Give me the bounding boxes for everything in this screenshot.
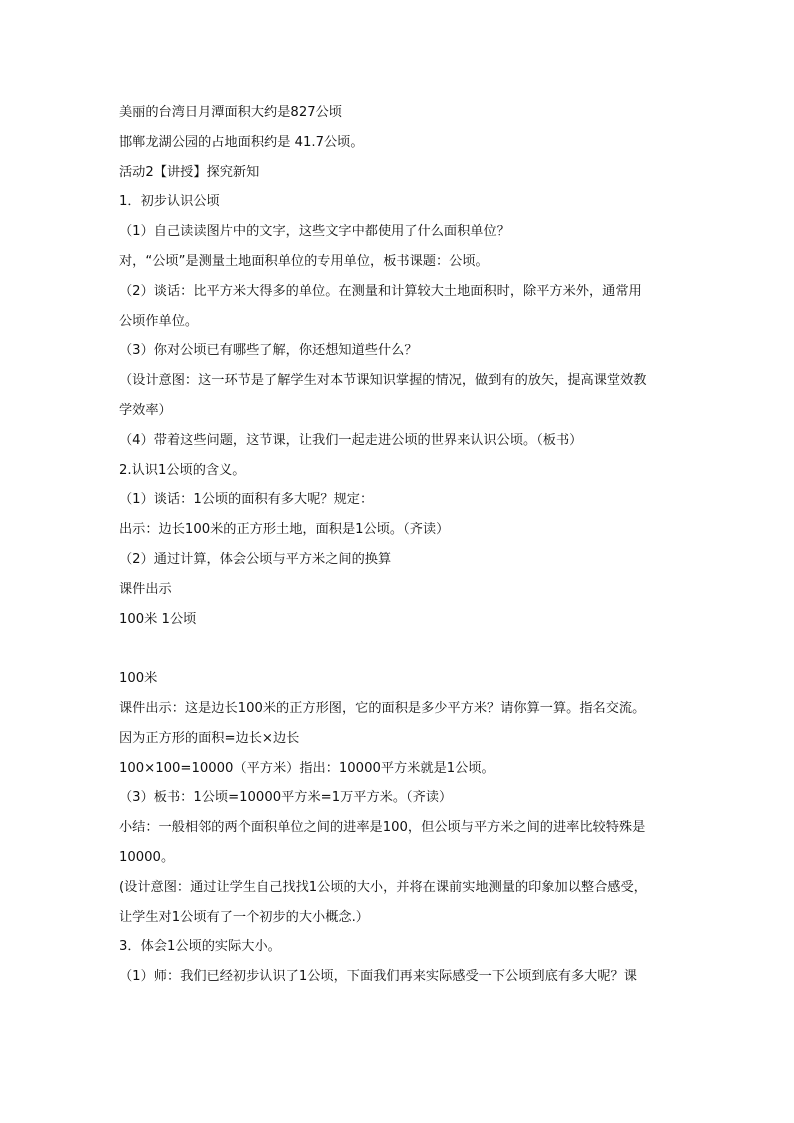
paragraph-line: （3）你对公顷已有哪些了解，你还想知道些什么？	[119, 343, 418, 359]
paragraph-line: （3）板书：1公顷=10000平方米=1万平方米。（齐读）	[119, 790, 453, 806]
paragraph-line: 小结：一般相邻的两个面积单位之间的进率是100，但公顷与平方米之间的进率比较特殊是	[119, 820, 646, 836]
document-body	[119, 98, 679, 992]
paragraph-line: 因为正方形的面积=边长×边长	[119, 730, 300, 746]
paragraph-line: 出示：边长100米的正方形土地，面积是1公顷。（齐读）	[119, 522, 450, 538]
paragraph-line: 课件出示	[119, 581, 172, 597]
blank-line	[119, 634, 679, 664]
paragraph-line: 美丽的台湾日月潭面积大约是827公顷	[119, 105, 342, 120]
paragraph-line: 公顷作单位。	[119, 313, 199, 329]
paragraph-line: 学效率）	[119, 402, 172, 418]
paragraph-line: （1）师：我们已经初步认识了1公顷，下面我们再来实际感受一下公顷到底有多大呢？课	[119, 969, 637, 985]
paragraph-line: (设计意图：通过让学生自己找找1公顷的大小，并将在课前实地测量的印象加以整合感受，	[119, 879, 647, 895]
paragraph-line: （2）通过计算，体会公顷与平方米之间的换算	[119, 551, 392, 567]
paragraph-line: 课件出示：这是边长100米的正方形图，它的面积是多少平方米？请你算一算。指名交流。	[119, 700, 646, 716]
section-heading: 3．体会1公顷的实际大小。	[119, 939, 281, 955]
paragraph-line: （1）谈话：1公顷的面积有多大呢？规定：	[119, 492, 374, 508]
paragraph-line: 10000。	[119, 849, 175, 865]
paragraph-line: 对，“公顷”是测量土地面积单位的专用单位，板书课题：公顷。	[119, 253, 489, 269]
section-heading: 2.认识1公顷的含义。	[119, 462, 246, 478]
paragraph-line: （1）自己读读图片中的文字，这些文字中都使用了什么面积单位？	[119, 224, 510, 240]
paragraph-line: 100×100=10000（平方米）指出：10000平方米就是1公顷。	[119, 760, 495, 776]
paragraph-line: （4）带着这些问题，这节课，让我们一起走进公顷的世界来认识公顷。（板书）	[119, 432, 583, 448]
section-heading: 活动2【讲授】探究新知	[119, 164, 260, 180]
paragraph-line: （2）谈话：比平方米大得多的单位。在测量和计算较大土地面积时，除平方米外，通常用	[119, 283, 642, 299]
paragraph-line: （设计意图：这一环节是了解学生对本节课知识掌握的情况，做到有的放矢，提高课堂效教	[119, 373, 647, 389]
paragraph-line: 让学生对1公顷有了一个初步的大小概念.）	[119, 909, 369, 925]
paragraph-line: 100米	[119, 671, 158, 687]
section-heading: 1．初步认识公顷	[119, 194, 220, 210]
paragraph-line: 邯郸龙湖公园的占地面积约是 41.7公顷。	[119, 134, 364, 150]
paragraph-line: 100米 1公顷	[119, 611, 197, 627]
